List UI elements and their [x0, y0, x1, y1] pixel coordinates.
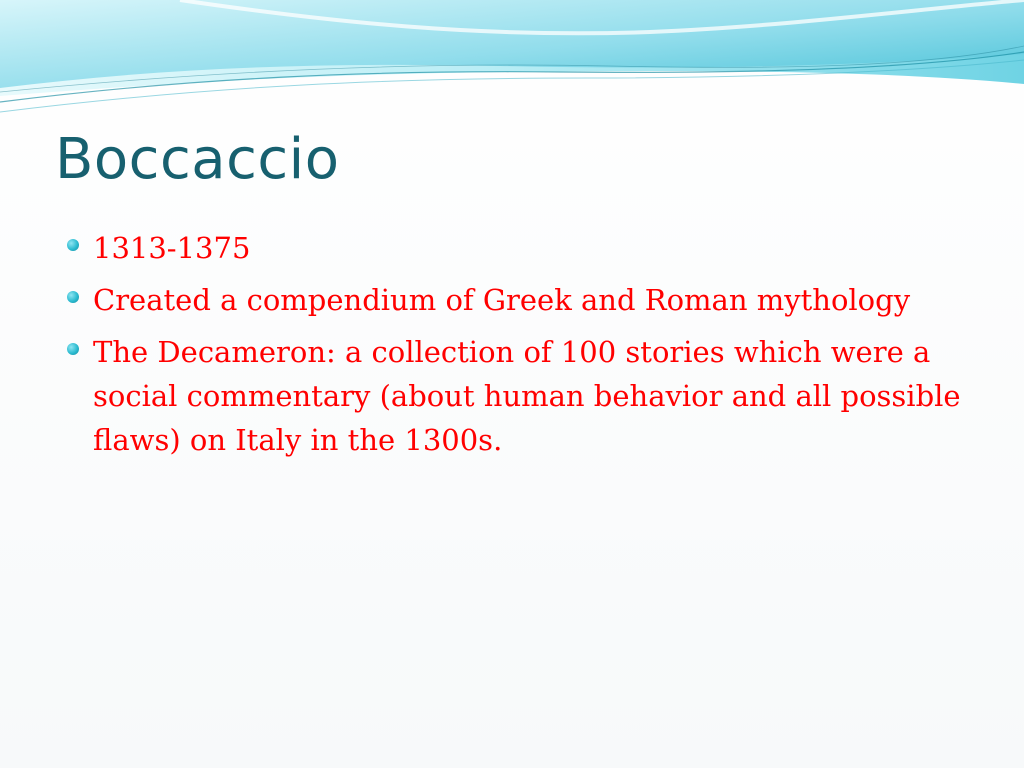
header-wave-decoration [0, 0, 1024, 120]
slide-title: Boccaccio [55, 127, 340, 192]
teal-circle-icon [67, 343, 79, 355]
bullet-item-decameron [67, 330, 967, 462]
bullet-text: 1313-1375 [93, 231, 251, 265]
teal-circle-icon [67, 239, 79, 251]
bullet-item-dates [67, 226, 967, 270]
bullet-item-compendium [67, 278, 967, 322]
bullet-list [67, 226, 967, 470]
bullet-text: The Decameron: a collection of 100 stories which were a social commentary (about human behavior and all possible flaws) on Italy in the 1300s. [93, 335, 961, 457]
teal-circle-icon [67, 291, 79, 303]
bullet-text: Created a compendium of Greek and Roman mythology [93, 283, 911, 317]
